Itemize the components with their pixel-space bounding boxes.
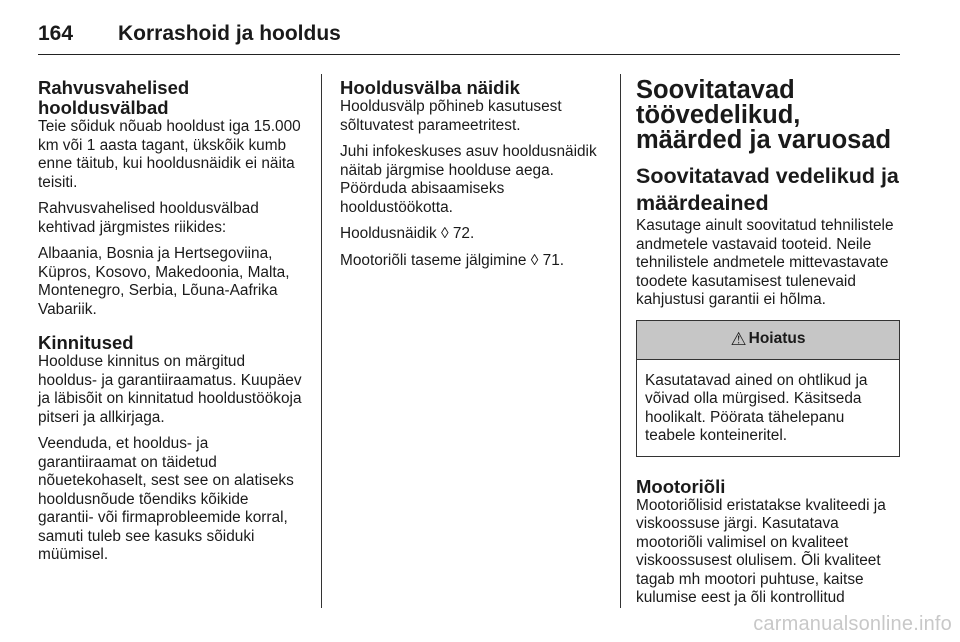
- warning-title: Hoiatus: [748, 330, 806, 348]
- page-header: [38, 14, 900, 55]
- paragraph: Veenduda, et hooldus- ja garantiiraamat on täidetud nõuetekohaselt, sest see on alatiseks hooldusnõude tõendiks kõikide garantii- või firmaprobleemide korral, samuti tuleb see kasuks sõiduki müümisel.: [38, 435, 294, 563]
- column-left: [38, 78, 308, 573]
- paragraph: Hoolduse kinnitus on märgitud hooldus- ja garantiiraamatus. Kuupäev ja läbisõit on kinnitatud hooldustöökoja pitseri ja allkirjaga.: [38, 353, 302, 426]
- warning-triangle-icon: ⚠: [730, 329, 747, 350]
- section-heading-international-intervals: Rahvusvahelised hooldusvälbad: [38, 77, 190, 118]
- column-divider-2: [620, 74, 621, 608]
- paragraph: Teie sõiduk nõuab hooldust iga 15.000 km või 1 aasta tagant, ükskõik kumb enne täitub, kui hooldusnäidik ei näita teisiti.: [38, 118, 301, 191]
- chapter-section-title: Soovitatavad töövedelikud, määrded ja varuosad: [636, 76, 892, 154]
- cross-reference: Mootoriõli taseme jälgimine ◊ 71.: [340, 251, 565, 269]
- page-number: 164: [38, 22, 74, 45]
- chapter-title: Korrashoid ja hooldus: [118, 22, 341, 45]
- subsection-title: Soovitatavad vedelikud ja määrdeained: [636, 164, 899, 215]
- warning-text: Kasutatavad ained on ohtlikud ja võivad olla mürgised. Käsitseda hoolikalt. Pöörata tähelepanu teabele konteineritel.: [645, 371, 868, 444]
- paragraph: Albaania, Bosnia ja Hertsegoviina, Küpros, Kosovo, Makedoonia, Malta, Montenegro, Serbia, Lõuna-Aafrika Vabariik.: [38, 245, 290, 318]
- warning-header: [637, 321, 899, 360]
- section-heading-confirmations: Kinnitused: [38, 332, 134, 353]
- watermark: carmanualsonline.info: [753, 613, 952, 635]
- paragraph: Rahvusvahelised hooldusvälbad kehtivad järgmistes riikides:: [38, 200, 259, 236]
- column-right: [636, 78, 904, 616]
- paragraph: Juhi infokeskuses asuv hooldusnäidik näitab järgmise hoolduse aega. Pöörduda abisaamiseks hooldustöökotta.: [340, 143, 597, 216]
- section-heading-service-indicator: Hooldusvälba näidik: [340, 77, 520, 98]
- cross-reference: Hooldusnäidik ◊ 72.: [340, 225, 475, 242]
- column-divider-1: [321, 74, 322, 608]
- warning-box: [636, 320, 900, 457]
- paragraph: Hooldusvälp põhineb kasutusest sõltuvatest parameetritest.: [340, 98, 562, 134]
- column-middle: [340, 78, 606, 278]
- paragraph: Kasutage ainult soovitatud tehnilistele andmetele vastavaid tooteid. Neile tehnilistele andmetele mittevastavate toodete kasutamisest tulenevaid kahjustusi garantii ei hõlma.: [636, 217, 894, 308]
- paragraph: Mootoriõlisid eristatakse kvaliteedi ja viskoossuse järgi. Kasutatava mootoriõli valimisel on kvaliteet viskoossusest olulisem. Õli kvaliteet tagab mh mootori puhtuse, kaitse kulumise eest ja õli kontrollitud: [636, 496, 886, 606]
- section-heading-engine-oil: Mootoriõli: [636, 475, 726, 497]
